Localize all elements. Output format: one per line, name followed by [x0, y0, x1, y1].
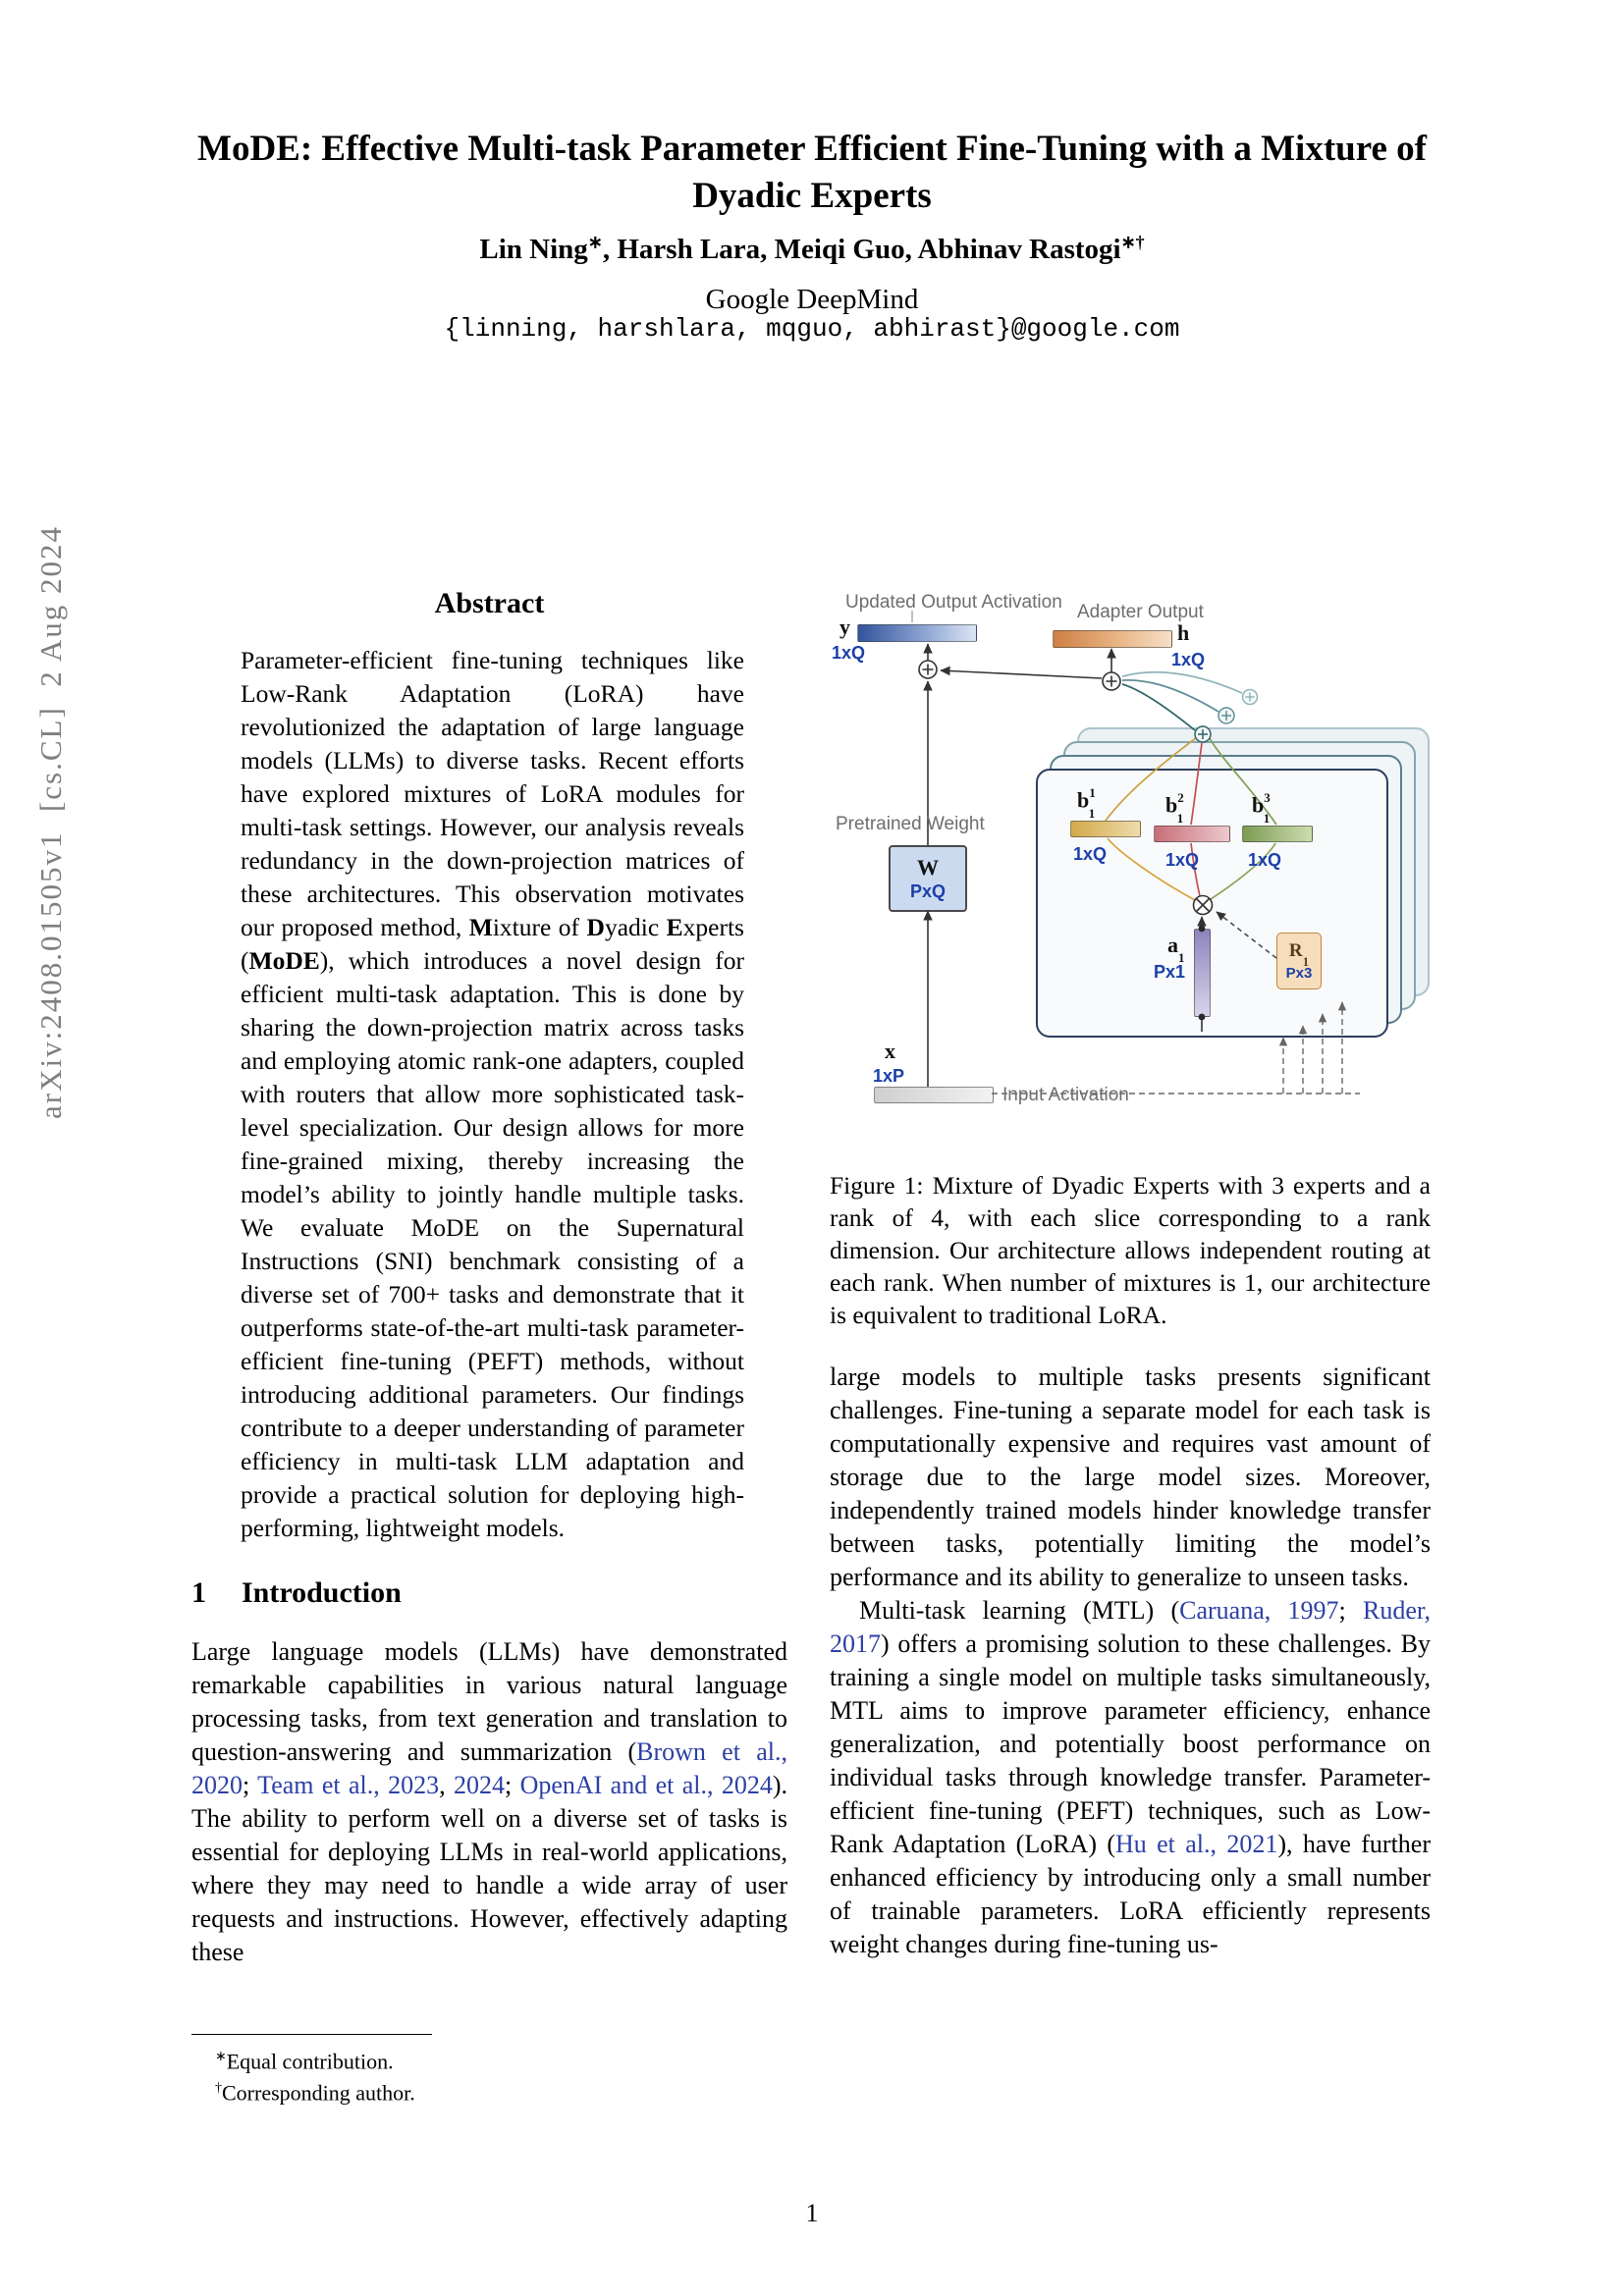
h-label: h: [1177, 620, 1190, 645]
b1-up-projection-bar: [1070, 821, 1141, 837]
b2-up-projection-bar: [1154, 826, 1230, 842]
section-number: 1: [191, 1576, 206, 1609]
citation-link[interactable]: Ruder, 2017: [830, 1596, 1431, 1658]
y-output-activation-bar: [857, 624, 977, 642]
router-box: [1276, 933, 1322, 989]
citation-link[interactable]: 2024: [453, 1771, 505, 1799]
email-line: {linning, harshlara, mqguo, abhirast}@google.com: [444, 314, 1180, 344]
abstract-heading: Abstract: [434, 587, 545, 619]
plus-node-slice-3: [1243, 690, 1258, 705]
a1-down-projection-bar: [1194, 929, 1211, 1017]
pretrained-weight-label: Pretrained Weight: [836, 814, 985, 834]
intro-paragraph-2: large models to multiple tasks presents significant challenges. Fine-tuning a separate model for each task is computationally expensive and requires vast amount of storage due to the large model sizes. Moreover, independently trained models hinder knowledge transfer between tasks, potentially limiting the model’s performance and its ability to generalize to unseen tasks.: [830, 1362, 1431, 1591]
x-dim-label: 1xP: [873, 1066, 905, 1086]
b2-label: $b^2_1$: [1165, 790, 1184, 826]
b2-dim-label: 1xQ: [1165, 850, 1200, 870]
citation-link[interactable]: OpenAI and et al., 2024: [519, 1771, 773, 1799]
a1-dim-label: Px1: [1154, 962, 1186, 982]
adapter-output-label: Adapter Output: [1077, 602, 1204, 622]
page-number: 1: [805, 2199, 819, 2227]
section-heading-introduction: [191, 1576, 787, 1610]
b3-label: $b^3_1$: [1252, 790, 1271, 826]
paper-title: MoDE: Effective Multi-task Parameter Efficient Fine-Tuning with a Mixture of Dyadic Experts: [197, 129, 1427, 217]
plus-node-adapter: [1103, 672, 1120, 690]
input-activation-label: Input Activation: [1002, 1085, 1129, 1105]
citation-link[interactable]: Hu et al., 2021: [1114, 1830, 1278, 1858]
pretrained-weight-box: [889, 845, 967, 912]
b1-dim-label: 1xQ: [1073, 844, 1108, 864]
footnote-rule: [191, 2034, 432, 2035]
figure-1-caption: Figure 1: Mixture of Dyadic Experts with 3 experts and a rank of 4, with each slice corresponding to a rank dimension. Our architecture allows independent routing at each rank. When number of mixtures is 1, our architecture is equivalent to traditional LoRA.: [830, 1171, 1431, 1329]
footnote-equal-contribution: ∗Equal contribution.: [215, 2049, 394, 2074]
b3-up-projection-bar: [1242, 826, 1313, 842]
right-column: [830, 587, 1431, 1961]
a1-label: $a_1$: [1167, 933, 1185, 966]
footnote-block: [191, 2034, 787, 2108]
arxiv-watermark: arXiv:2408.01505v1 [cs.CL] 2 Aug 2024: [33, 525, 68, 1119]
y-dim-label: 1xQ: [832, 643, 866, 663]
intro-paragraph-3: Multi-task learning (MTL) (Caruana, 1997; Ruder, 2017) offers a promising solution to these challenges. By training a single model on multiple tasks simultaneously, MTL aims to improve parameter efficiency, enhance generalization, and potentially boost performance on individual tasks through knowledge transfer. Parameter-efficient fine-tuning (PEFT) techniques, such as Low-Rank Adaptation (LoRA) (Hu et al., 2021), have further enhanced efficiency by introducing only a small number of trainable parameters. LoRA efficiently represents weight changes during fine-tuning us-: [830, 1596, 1431, 1958]
w-dim-label: PxQ: [909, 881, 947, 901]
y-label: y: [839, 614, 850, 639]
w-label: W: [917, 855, 939, 880]
figure-1-diagram: [830, 587, 1431, 1142]
affiliation: Google DeepMind: [705, 284, 919, 315]
b1-label: $b^1_1$: [1077, 785, 1096, 821]
left-column: [191, 587, 787, 1969]
b3-dim-label: 1xQ: [1248, 850, 1282, 870]
section-title: Introduction: [242, 1576, 402, 1609]
x-input-activation-bar: [874, 1087, 994, 1103]
author-line: Lin Ning∗, Harsh Lara, Meiqi Guo, Abhinav Rastogi∗†: [479, 232, 1145, 265]
updated-output-activation-label: Updated Output Activation: [845, 592, 1062, 613]
h-adapter-output-bar: [1053, 630, 1172, 648]
x-label: x: [885, 1039, 895, 1063]
citation-link[interactable]: Team et al., 2023: [257, 1771, 440, 1799]
router-label: $R_1$: [1288, 940, 1310, 969]
h-dim-label: 1xQ: [1171, 650, 1206, 669]
plus-node-output: [919, 661, 937, 678]
plus-node-slice-2: [1218, 708, 1234, 723]
intro-paragraph-1: Large language models (LLMs) have demonstrated remarkable capabilities in various natural language processing tasks, from text generation and translation to question-answering and summarization (Brown et al., 2020; Team et al., 2023, 2024; OpenAI and et al., 2024). The ability to perform well on a diverse set of tasks is essential for deploying LLMs in real-world applications, where they may need to handle a wide array of user requests and instructions. However, effectively adapting these: [191, 1637, 787, 1966]
router-dim-label: Px3: [1285, 964, 1313, 982]
citation-link[interactable]: Caruana, 1997: [1179, 1596, 1339, 1625]
footnote-corresponding-author: †Corresponding author.: [215, 2080, 415, 2106]
abstract-text: Parameter-efficient fine-tuning techniques like Low-Rank Adaptation (LoRA) have revolutionized the adaptation of large language models (LLMs) to diverse tasks. Recent efforts have explored mixtures of LoRA modules for multi-task settings. However, our analysis reveals redundancy in the down-projection matrices of these architectures. This observation motivates our proposed method, Mixture of Dyadic Experts (MoDE), which introduces a novel design for efficient multi-task adaptation. This is done by sharing the down-projection matrix across tasks and employing atomic rank-one adapters, coupled with routers that allow more sophisticated task-level specialization. Our design allows for more fine-grained mixing, thereby increasing the model’s ability to jointly handle multiple tasks. We evaluate MoDE on the Supernatural Instructions (SNI) benchmark consisting of a diverse set of 700+ tasks and demonstrate that it outperforms state-of-the-art multi-task parameter-efficient fine-tuning (PEFT) methods, without introducing additional parameters. Our findings contribute to a deeper understanding of parameter efficiency in multi-task LLM adaptation and provide a practical solution for deploying high-performing, lightweight models.: [241, 646, 744, 1542]
citation-link[interactable]: Brown et al., 2020: [191, 1737, 787, 1799]
